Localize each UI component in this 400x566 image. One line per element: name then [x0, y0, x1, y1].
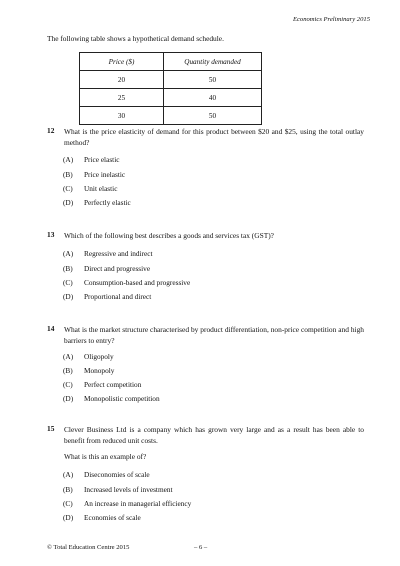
question-text: What is the market structure characterised by product differentiation, non-price competition and high barriers to entry? [64, 325, 364, 345]
option-letter: (A) [63, 352, 74, 361]
option-letter: (B) [63, 366, 73, 375]
option-label: Direct and progressive [84, 264, 151, 273]
table-cell: 50 [164, 71, 262, 89]
table-cell: 20 [80, 71, 164, 89]
running-header: Economics Preliminary 2015 [292, 16, 370, 23]
option-letter: (D) [63, 394, 74, 403]
option-label: Perfectly elastic [84, 198, 131, 207]
question-text: Clever Business Ltd is a company which has grown very large and as a result has been able to benefit from reduced unit costs. [64, 425, 364, 445]
option-label: Oligopoly [84, 352, 114, 361]
option-label: Regressive and indirect [84, 249, 153, 258]
option-label: Proportional and direct [84, 292, 152, 301]
copyright-footer: © Total Education Centre 2015 [47, 544, 130, 551]
question-number: 13 [47, 230, 55, 239]
option-label: Diseconomies of scale [84, 470, 150, 479]
demand-schedule-table [79, 52, 262, 125]
option-letter: (C) [63, 278, 73, 287]
option-letter: (D) [63, 292, 74, 301]
option-letter: (B) [63, 170, 73, 179]
option-label: Unit elastic [84, 184, 118, 193]
table-row [80, 71, 262, 89]
option-label: Perfect competition [84, 380, 142, 389]
table-intro-text: The following table shows a hypothetical demand schedule. [47, 34, 224, 43]
option-label: Monopolistic competition [84, 394, 160, 403]
table-header-row [80, 53, 262, 71]
option-label: Increased levels of investment [84, 485, 173, 494]
option-label: An increase in managerial efficiency [84, 499, 192, 508]
option-label: Economies of scale [84, 513, 141, 522]
table-cell: 30 [80, 107, 164, 125]
option-label: Price elastic [84, 155, 120, 164]
option-letter: (A) [63, 155, 74, 164]
question-text: What is the price elasticity of demand for this product between $20 and $25, using the total outlay method? [64, 127, 364, 147]
question-number: 14 [47, 324, 55, 333]
question-subtext: What is this an example of? [64, 452, 147, 461]
table-cell: 25 [80, 89, 164, 107]
table-row [80, 89, 262, 107]
option-letter: (C) [63, 184, 73, 193]
option-letter: (C) [63, 499, 73, 508]
price-column-header: Price ($) [80, 53, 164, 71]
option-letter: (C) [63, 380, 73, 389]
option-label: Consumption-based and progressive [84, 278, 191, 287]
question-text: Which of the following best describes a goods and services tax (GST)? [64, 231, 274, 240]
option-letter: (B) [63, 485, 73, 494]
option-letter: (A) [63, 470, 74, 479]
option-letter: (B) [63, 264, 73, 273]
page-number: – 6 – [194, 544, 208, 551]
option-letter: (A) [63, 249, 74, 258]
question-number: 15 [47, 424, 55, 433]
option-label: Price inelastic [84, 170, 126, 179]
option-letter: (D) [63, 513, 74, 522]
quantity-column-header: Quantity demanded [164, 53, 262, 71]
table-cell: 50 [164, 107, 262, 125]
table-row [80, 107, 262, 125]
option-letter: (D) [63, 198, 74, 207]
table-cell: 40 [164, 89, 262, 107]
option-label: Monopoly [84, 366, 115, 375]
question-number: 12 [47, 126, 55, 135]
